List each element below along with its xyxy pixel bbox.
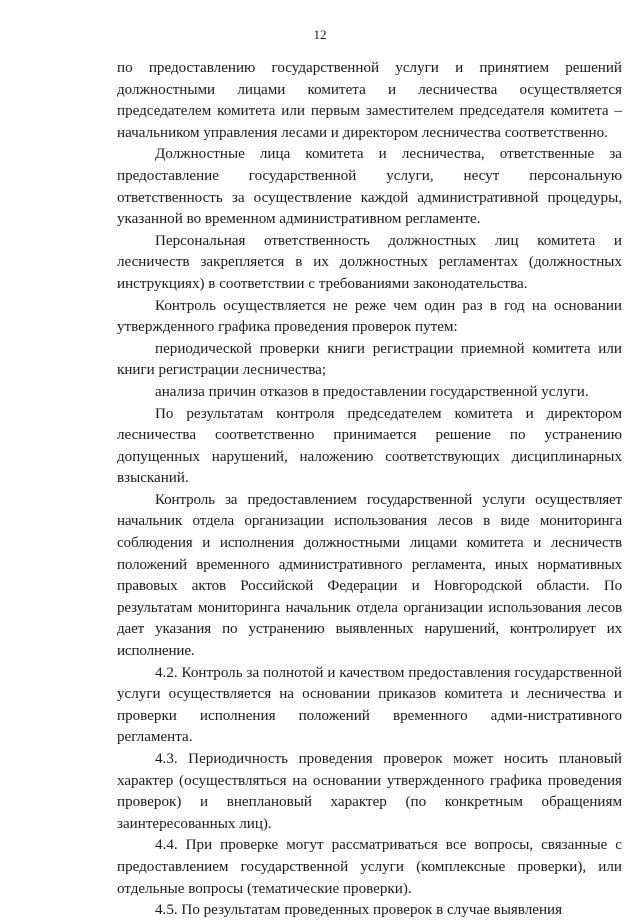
paragraph-section-4-2: 4.2. Контроль за полнотой и качеством предоставления государственной услуги осуществляется на основании приказов комитета и лесничества и проверки исполнения положений временного адми-нистративного регламента.	[117, 664, 622, 746]
document-body	[117, 58, 622, 922]
paragraph-control-results: По результатам контроля председателем комитета и директором лесничества соответственно принимается решение по устранению допущенных нарушений, наложению соответствующих дисциплинарных взысканий.	[117, 405, 622, 487]
paragraph-section-4-5: 4.5. По результатам проведенных проверок в случае выявления	[155, 902, 563, 919]
paragraph-section-4-3: 4.3. Периодичность проведения проверок может носить плановый характер (осуществляться на основании утвержденного графика проведения проверок) и внеплановый характер (по конкретным обращениям заинтересованных лиц).	[117, 751, 622, 832]
paragraph-section-4-4: 4.4. При проверке могут рассматриваться все вопросы, связанные с предоставлением государственной услуги (комплексные проверки), или отдельные вопросы (тематические проверки).	[117, 837, 622, 897]
paragraph-control-frequency: Контроль осуществляется не реже чем один раз в год на основании утвержденного графика проведения проверок путем:	[117, 297, 622, 336]
paragraph-monitoring: Контроль за предоставлением государственной услуги осуществляет начальник отдела организации использования лесов в виде мониторинга соблюдения и исполнения должностными лицами комитета и лесничеств положений временного административного регламента, иных нормативных правовых актов Российской Федерации и Новгородской области. По результатам мониторинга начальник отдела организации использования лесов дает указания по устранению выявленных нарушений, контролирует их исполнение.	[117, 491, 622, 660]
paragraph-continuation: по предоставлению государственной услуги и принятием решений должностными лицами комитета и лесничества осуществляется председателем комитета или первым заместителем председателя комитета – начальником управления лесами и директором лесничества соответственно.	[117, 60, 622, 141]
page-number: 12	[313, 27, 327, 42]
paragraph-officials-responsibility: Должностные лица комитета и лесничества, ответственные за предоставление государственной услуги, несут персональную ответственность за осуществление каждой административной процедуры, указанной во временном административном регламенте.	[117, 146, 622, 228]
paragraph-personal-responsibility: Персональная ответственность должностных лиц комитета и лесничеств закрепляется в их должностных регламентах (должностных инструкциях) в соответствии с требованиями законодательства.	[117, 232, 622, 292]
paragraph-check-registry-books: периодической проверки книги регистрации приемной комитета или книги регистрации лесничества;	[117, 340, 622, 379]
paragraph-refusal-analysis: анализа причин отказов в предоставлении государственной услуги.	[155, 383, 589, 400]
